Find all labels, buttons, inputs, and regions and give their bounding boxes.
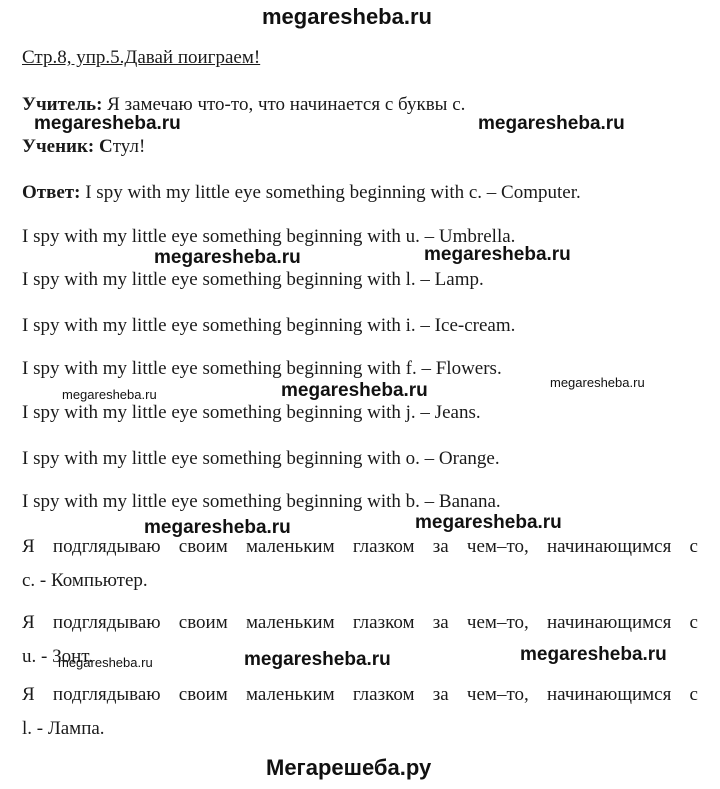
watermark: megaresheba.ru	[154, 247, 301, 268]
russian-line-2: с. - Компьютер.	[22, 570, 148, 591]
student-line	[22, 137, 145, 156]
russian-paragraph	[22, 530, 698, 598]
watermark: megaresheba.ru	[62, 387, 157, 402]
page-title: Стр.8, упр.5.Давай поиграем!	[22, 47, 261, 68]
answer-line	[22, 183, 581, 202]
english-line: I spy with my little eye something beginning with o. – Orange.	[22, 448, 500, 469]
watermark: megaresheba.ru	[424, 244, 571, 265]
watermark: megaresheba.ru	[281, 380, 428, 401]
student-bold-letter: С	[94, 136, 113, 157]
english-line: I spy with my little eye something beginning with i. – Ice-cream.	[22, 315, 516, 336]
watermark: megaresheba.ru	[478, 113, 625, 134]
student-label: Ученик:	[22, 136, 95, 157]
english-line: I spy with my little eye something beginning with f. – Flowers.	[22, 358, 502, 379]
watermark: megaresheba.ru	[550, 375, 645, 390]
answer-label: Ответ:	[22, 182, 81, 203]
russian-line-2: l. - Лампа.	[22, 718, 105, 739]
russian-line-1: Я подглядываю своим маленьким глазком за чем–то, начинающимся с	[22, 684, 698, 705]
english-line: I spy with my little eye something beginning with l. – Lamp.	[22, 269, 484, 290]
site-footer: Мегарешеба.ру	[266, 755, 432, 780]
russian-line-1: Я подглядываю своим маленьким глазком за чем–то, начинающимся с	[22, 536, 698, 557]
teacher-label: Учитель:	[22, 94, 103, 115]
watermark: megaresheba.ru	[144, 517, 291, 538]
english-line: I spy with my little eye something beginning with j. – Jeans.	[22, 402, 481, 423]
russian-line-2: u. - Зонт.	[22, 646, 93, 667]
watermark: megaresheba.ru	[520, 644, 667, 665]
english-line: I spy with my little eye something beginning with b. – Banana.	[22, 491, 501, 512]
watermark: megaresheba.ru	[415, 512, 562, 533]
russian-line-1: Я подглядываю своим маленьким глазком за чем–то, начинающимся с	[22, 612, 698, 633]
student-text: тул!	[112, 136, 146, 157]
english-line: I spy with my little eye something beginning with c. – Computer.	[80, 182, 581, 203]
site-header: megaresheba.ru	[262, 4, 432, 29]
teacher-text: Я замечаю что-то, что начинается с буквы с.	[102, 94, 466, 115]
watermark: megaresheba.ru	[244, 649, 391, 670]
english-line: I spy with my little eye something beginning with u. – Umbrella.	[22, 226, 516, 247]
teacher-line	[22, 95, 465, 114]
russian-paragraph	[22, 678, 698, 746]
watermark: megaresheba.ru	[58, 655, 153, 670]
watermark: megaresheba.ru	[34, 113, 181, 134]
